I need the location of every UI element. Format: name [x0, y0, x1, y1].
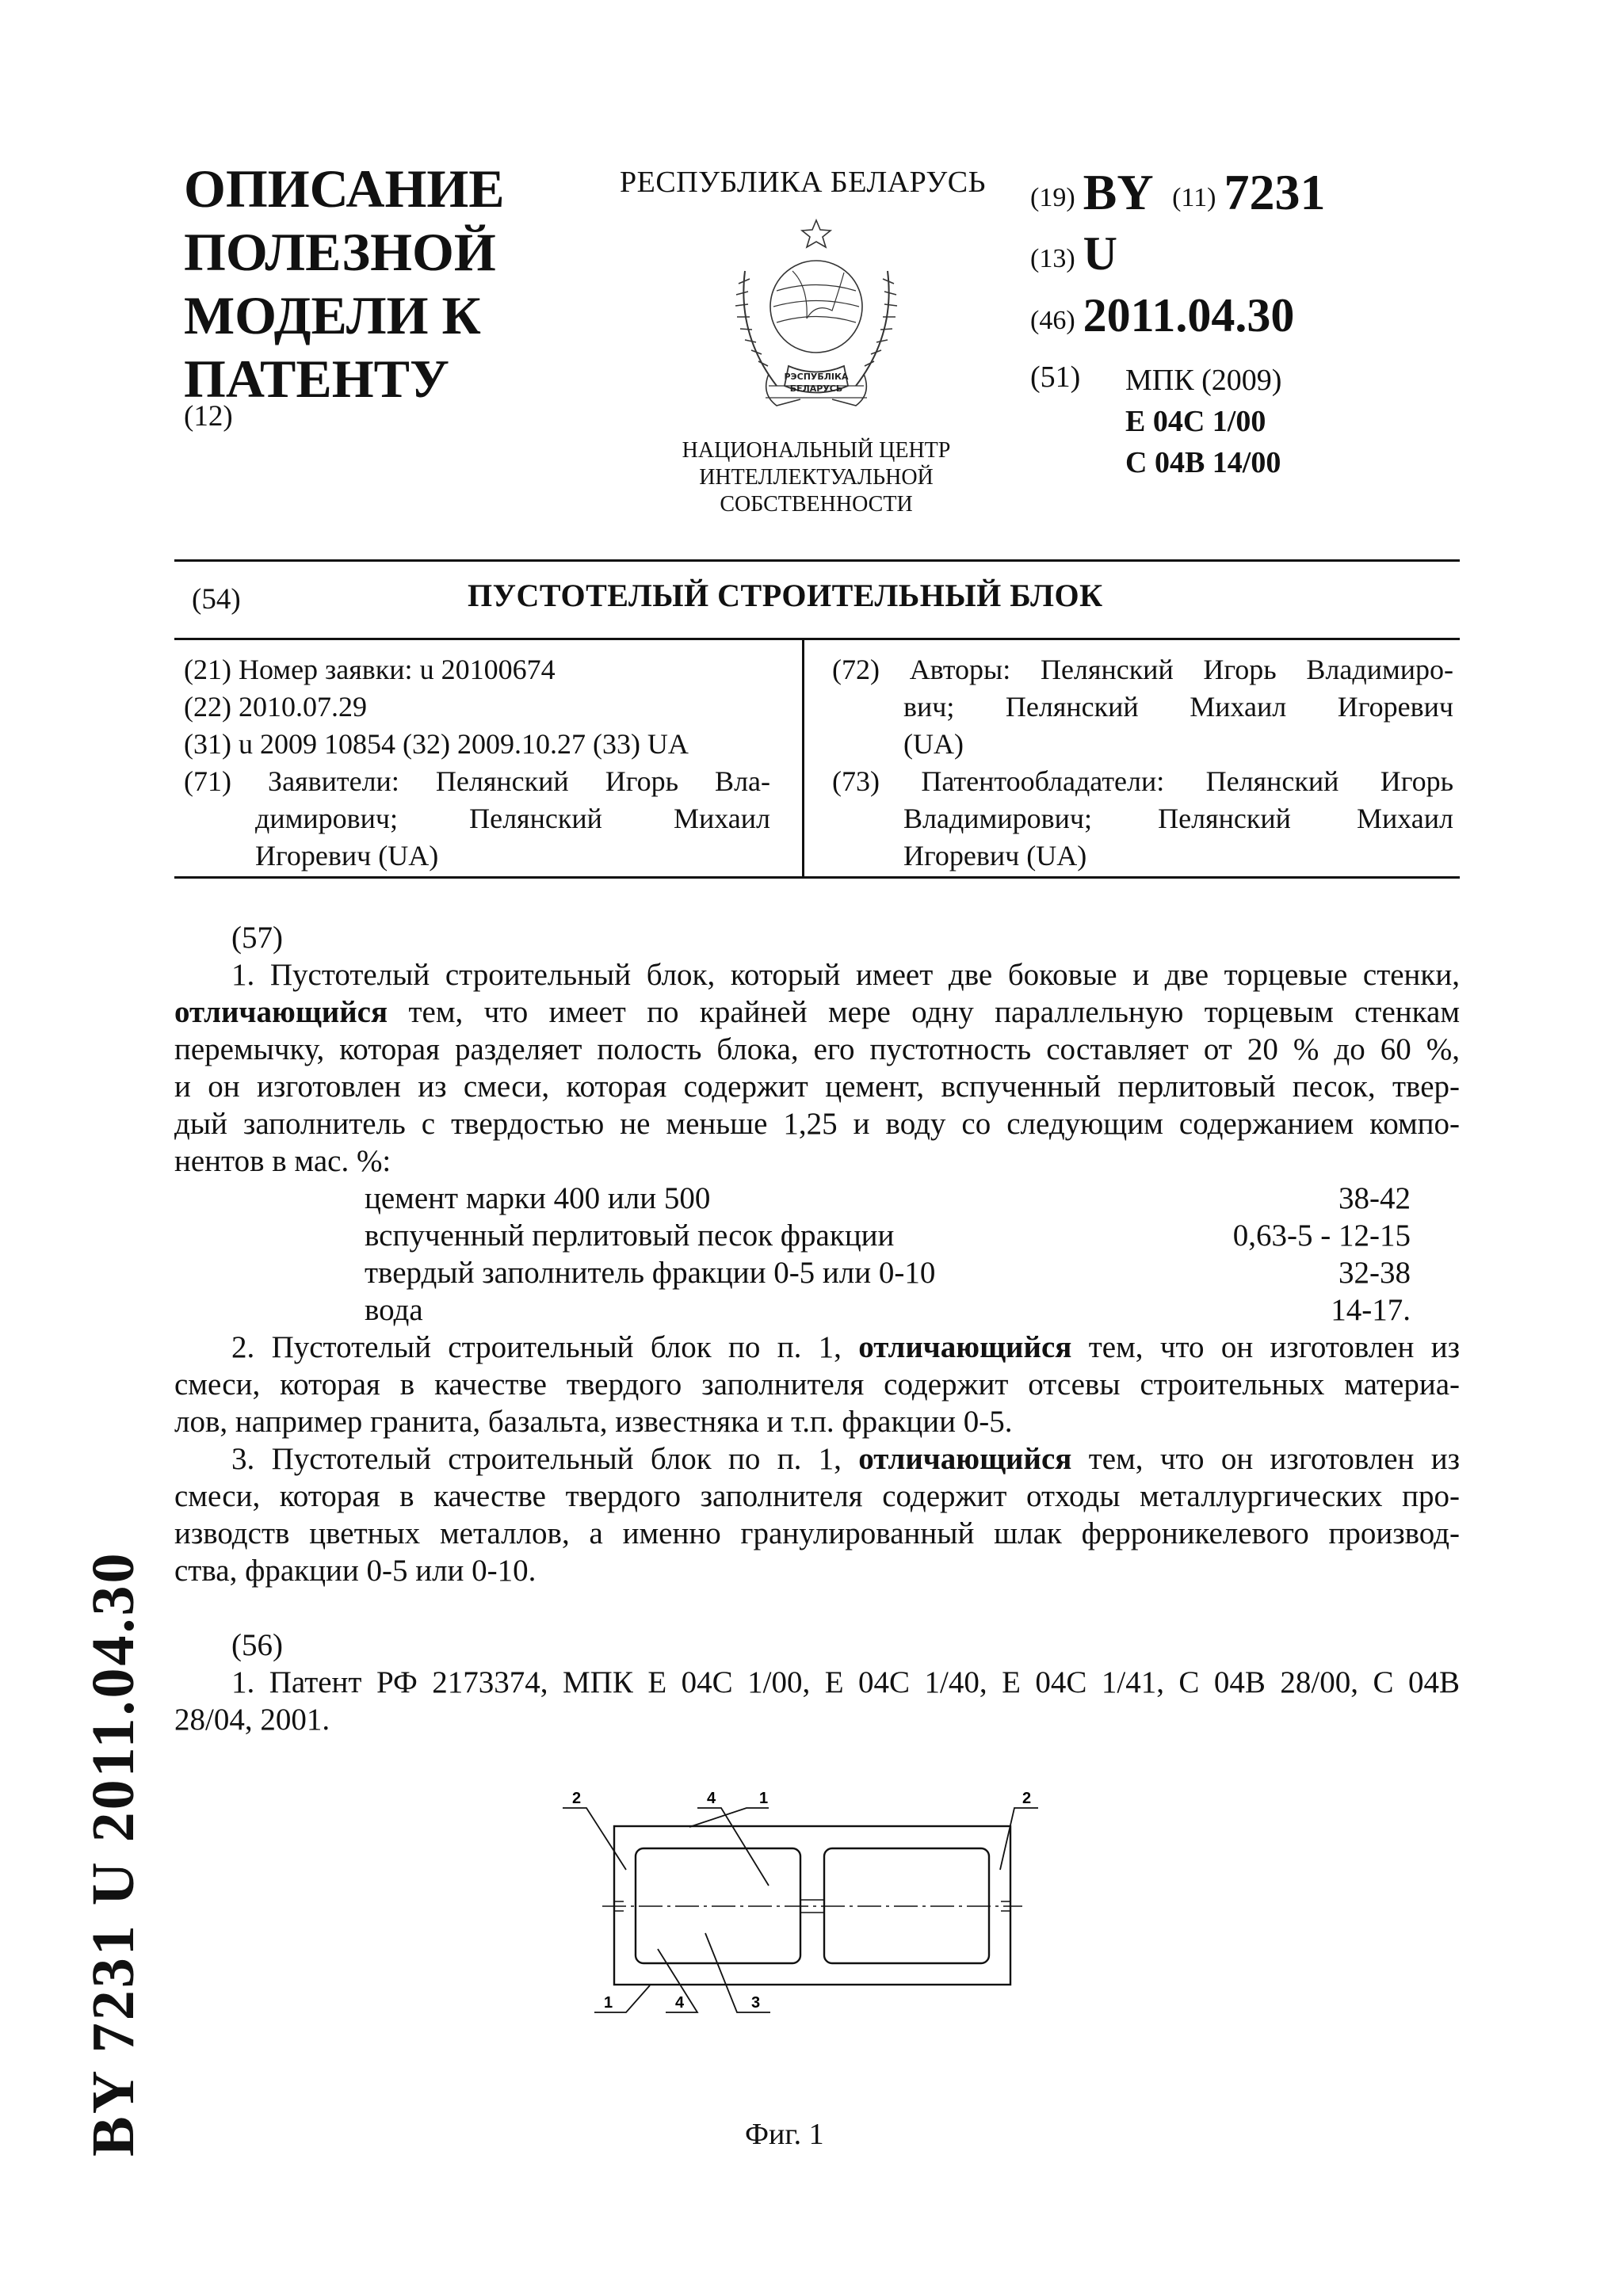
emblem-text: РЭСПУБЛIКА: [784, 372, 849, 382]
claim-line: изводств цветных металлов, а именно гранулированный шлак ферроникелевого производ-: [174, 1516, 1460, 1550]
publication-date: 2011.04.30: [1083, 289, 1295, 341]
biblio-item: (71) Заявители: Пелянский Игорь Вла-: [184, 765, 770, 797]
figure-label: 4: [707, 1790, 716, 1807]
ipc-class: E 04C 1/00: [1125, 405, 1266, 438]
claim-line: лов, например гранита, базальта, известняка и т.п. фракции 0-5.: [174, 1405, 1013, 1439]
claim-text: тем, что он изготовлен из: [1088, 1442, 1461, 1476]
claim-line: 1. Пустотелый строительный блок, который имеет две боковые и две торцевые стенки,: [231, 958, 1460, 992]
claim-line: и он изготовлен из смеси, которая содержит цемент, вспученный перлитовый песок, твер-: [174, 1070, 1460, 1104]
doc-kind-code: (12): [184, 400, 233, 433]
component-name: вспученный перлитовый песок фракции: [365, 1219, 895, 1253]
inid-code: (11): [1172, 183, 1216, 212]
component-name: вода: [365, 1293, 423, 1327]
biblio-item: Владимирович; Пелянский Михаил: [903, 803, 1453, 834]
patent-number-line: [1030, 163, 1325, 222]
section-code: (57): [231, 921, 283, 955]
inid-code: (19): [1030, 183, 1075, 212]
leader-4-top: [697, 1808, 769, 1886]
composition-row: [365, 1291, 1411, 1329]
claim-text: 3. Пустотелый строительный блок по п. 1,: [231, 1442, 842, 1476]
inid-code: (51): [1030, 360, 1081, 394]
column-divider: [802, 640, 804, 876]
distinguishing-term: отличающийся: [174, 995, 388, 1029]
doc-title-line: ОПИСАНИЕ: [184, 158, 505, 219]
office-name-line: НАЦИОНАЛЬНЫЙ ЦЕНТР: [682, 438, 951, 463]
biblio-item: Игоревич (UA): [255, 840, 439, 871]
claim-line: [174, 1329, 1460, 1366]
figure-label: 2: [1022, 1790, 1032, 1807]
publication-date-line: [1030, 288, 1294, 343]
composition-table: [174, 1180, 1460, 1329]
patent-number: 7231: [1224, 164, 1326, 220]
inid-code: (13): [1030, 244, 1075, 273]
inid-code: (54): [192, 583, 241, 616]
leader-1-bottom: [594, 1985, 650, 2012]
figure-label: 4: [675, 1994, 685, 2012]
claim-line: смеси, которая в качестве твердого заполнителя содержит отсевы строительных материа-: [174, 1367, 1460, 1402]
biblio-item: (22) 2010.07.29: [184, 691, 367, 723]
kind-line: [1030, 227, 1117, 281]
claim-text: тем, что он изготовлен из: [1088, 1330, 1461, 1364]
biblio-item: димирович; Пелянский Михаил: [255, 803, 770, 834]
figure-label: 2: [572, 1790, 582, 1807]
claim-line: дый заполнитель с твердостью не меньше 1,25 и воду со следующим содержанием компо-: [174, 1107, 1460, 1141]
biblio-item: (72) Авторы: Пелянский Игорь Владимиро-: [832, 654, 1453, 685]
biblio-item: (UA): [903, 728, 964, 760]
component-name: твердый заполнитель фракции 0-5 или 0-10: [365, 1256, 936, 1290]
document-type-title: [184, 157, 628, 410]
ipc-classes: [1125, 360, 1281, 483]
utility-model-title: ПУСТОТЕЛЫЙ СТРОИТЕЛЬНЫЙ БЛОК: [468, 578, 1103, 613]
block-outline: [614, 1826, 1010, 1985]
doc-title-line: ПОЛЕЗНОЙ: [184, 222, 496, 282]
component-value: 0,63-5 - 12-15: [1232, 1219, 1411, 1253]
block-drawing: [539, 1775, 1062, 2060]
divider-line: [174, 559, 1460, 562]
component-value: 32-38: [1338, 1256, 1411, 1290]
biblio-item: (21) Номер заявки: u 20100674: [184, 654, 556, 685]
composition-row: [365, 1217, 1411, 1254]
bibliographic-right: [832, 651, 1453, 875]
figure-label: 1: [759, 1790, 769, 1807]
figure-caption: Фиг. 1: [745, 2118, 824, 2151]
emblem-text: БЕЛАРУСЬ: [789, 383, 843, 394]
claim-text: 2. Пустотелый строительный блок по п. 1,: [231, 1330, 842, 1364]
biblio-item: вич; Пелянский Михаил Игоревич: [903, 691, 1453, 723]
reference-line: 1. Патент РФ 2173374, МПК E 04C 1/00, E 04C 1/40, E 04C 1/41, C 04B 28/00, C 04B: [231, 1665, 1460, 1699]
distinguishing-term: отличающийся: [858, 1330, 1072, 1364]
claim-text: тем, что имеет по крайней мере одну параллельную торцевым стенкам: [408, 995, 1460, 1029]
claim-line: [174, 1440, 1460, 1478]
ipc-version: МПК (2009): [1125, 364, 1282, 397]
component-name: цемент марки 400 или 500: [365, 1181, 711, 1215]
kind-code: U: [1083, 227, 1117, 280]
biblio-item: Игоревич (UA): [903, 840, 1087, 871]
inid-code: (46): [1030, 306, 1075, 335]
claim-line: перемычку, которая разделяет полость блока, его пустотность составляет от 20 % до 60 %,: [174, 1032, 1460, 1066]
office-name-line: СОБСТВЕННОСТИ: [720, 492, 913, 517]
spacer: [174, 1589, 1460, 1627]
side-identifier: BY 7231 U 2011.04.30: [80, 1550, 147, 2157]
country-code: BY: [1083, 164, 1154, 220]
leader-1-top: [689, 1808, 769, 1827]
leader-2-right: [1000, 1808, 1038, 1870]
doc-title-line: МОДЕЛИ К: [184, 285, 481, 345]
biblio-item: (73) Патентообладатели: Пелянский Игорь: [832, 765, 1453, 797]
divider-line: [174, 638, 1460, 640]
claim-line: нентов в мас. %:: [174, 1144, 391, 1178]
claims-section: [174, 919, 1460, 1738]
biblio-item: (31) u 2009 10854 (32) 2009.10.27 (33) UA: [184, 728, 689, 760]
figure-label: 1: [604, 1994, 613, 2012]
ipc-class: C 04B 14/00: [1125, 446, 1281, 479]
section-code: (56): [231, 1628, 283, 1662]
claim-line: ства, фракции 0-5 или 0-10.: [174, 1554, 537, 1588]
reference-line: 28/04, 2001.: [174, 1703, 330, 1737]
distinguishing-term: отличающийся: [858, 1442, 1072, 1476]
claim-line: смеси, которая в качестве твердого заполнителя содержит отходы металлургических про-: [174, 1479, 1460, 1513]
claim-line: [174, 994, 1460, 1031]
office-name-line: ИНТЕЛЛЕКТУАЛЬНОЙ: [699, 465, 934, 490]
divider-line: [174, 876, 1460, 879]
doc-title-line: ПАТЕНТУ: [184, 349, 449, 409]
republic-name: РЕСПУБЛИКА БЕЛАРУСЬ: [620, 166, 986, 199]
figure-label: 3: [751, 1994, 761, 2012]
component-value: 38-42: [1338, 1181, 1411, 1215]
leader-3-bottom: [705, 1933, 770, 2012]
office-name: [650, 437, 983, 518]
bibliographic-left: [184, 651, 770, 875]
ipc-block: [1030, 360, 1080, 395]
composition-row: [365, 1254, 1411, 1291]
component-value: 14-17.: [1331, 1293, 1411, 1327]
state-emblem-icon: [713, 215, 919, 429]
leader-2-left: [563, 1808, 626, 1870]
composition-row: [365, 1180, 1411, 1217]
